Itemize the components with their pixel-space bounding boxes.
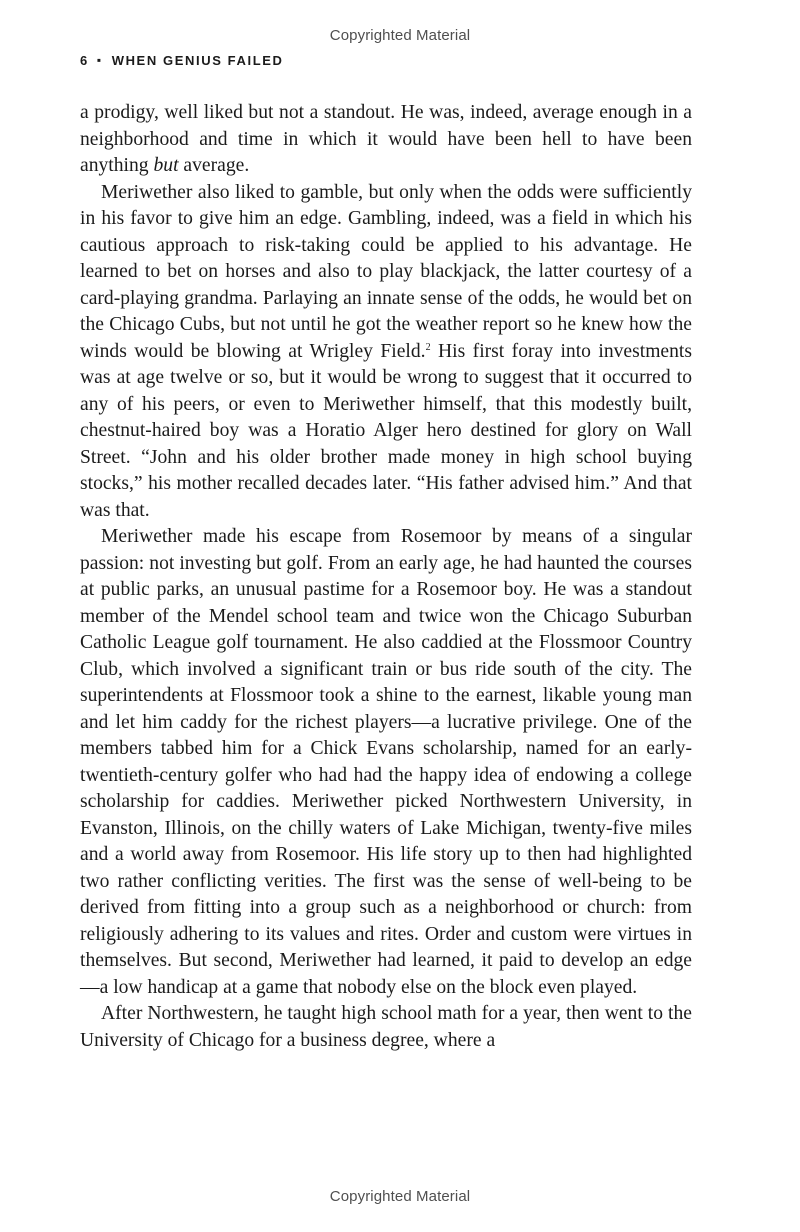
paragraph-1-text-start: a prodigy, well liked but not a standout. He was, indeed, average enough in a neighborhood and time in which it would have been hell to have been anything (80, 102, 692, 176)
watermark-top: Copyrighted Material (329, 27, 471, 44)
paragraph-4: After Northwestern, he taught high school math for a year, then went to the University of Chicago for a business degree, where a (80, 1003, 692, 1051)
body-text (80, 100, 692, 1054)
italic-emphasis: but (153, 155, 179, 176)
watermark-bottom: Copyrighted Material (329, 1188, 471, 1205)
paragraph-2-text-start: Meriwether also liked to gamble, but only when the odds were sufficiently in his favor to give him an edge. Gambling, indeed, was a field in which his cautious approach to risk-taking could be applied to his advantage. He learned to bet on horses and also to play blackjack, the latter courtesy of a card-playing grandma. Parlaying an innate sense of the odds, he would bet on the Chicago Cubs, but not until he got the weather report so he knew how the winds would be blowing at Wrigley Field. (80, 181, 692, 362)
paragraph-1-text-end: average. (178, 155, 250, 176)
book-title: WHEN GENIUS FAILED (111, 53, 284, 68)
paragraph-2 (80, 180, 692, 525)
paragraph-2-text-end: His first foray into investments was at age twelve or so, but it would be wrong to suggest that it occurred to any of his peers, or even to Meriwether himself, that this modestly built, chestnut-haired boy was a Horatio Alger hero destined for glory on Wall Street. “John and his older brother made money in high school buying stocks,” his mother recalled decades later. “His father advised him.” And that was that. (80, 340, 692, 521)
running-head (80, 53, 284, 68)
square-bullet-icon: ▪ (96, 53, 103, 67)
paragraph-3: Meriwether made his escape from Rosemoor by means of a singular passion: not investing but golf. From an early age, he had haunted the courses at public parks, an unusual pastime for a Rosemoor boy. He was a standout member of the Mendel school team and twice won the Chicago Suburban Catholic League golf tournament. He also caddied at the Flossmoor Country Club, which involved a significant train or bus ride south of the city. The superintendents at Flossmoor took a shine to the earnest, likable young man and let him caddy for the richest players—a lucrative privilege. One of the members tabbed him for a Chick Evans scholarship, named for an early-twentieth-century golfer who had had the happy idea of endowing a college scholarship for caddies. Meriwether picked Northwestern University, in Evanston, Illinois, on the chilly waters of Lake Michigan, twenty-five miles and a world away from Rosemoor. His life story up to then had highlighted two rather conflicting verities. The first was the sense of well-being to be derived from fitting into a group such as a neighborhood or church: from religiously adhering to its values and rites. Order and custom were virtues in themselves. But second, Meriwether had learned, it paid to develop an edge—a low handicap at a game that nobody else on the block even played. (80, 526, 692, 998)
footnote-marker: 2 (425, 341, 431, 353)
paragraph-1 (80, 100, 692, 180)
page-number: 6 (80, 53, 89, 68)
